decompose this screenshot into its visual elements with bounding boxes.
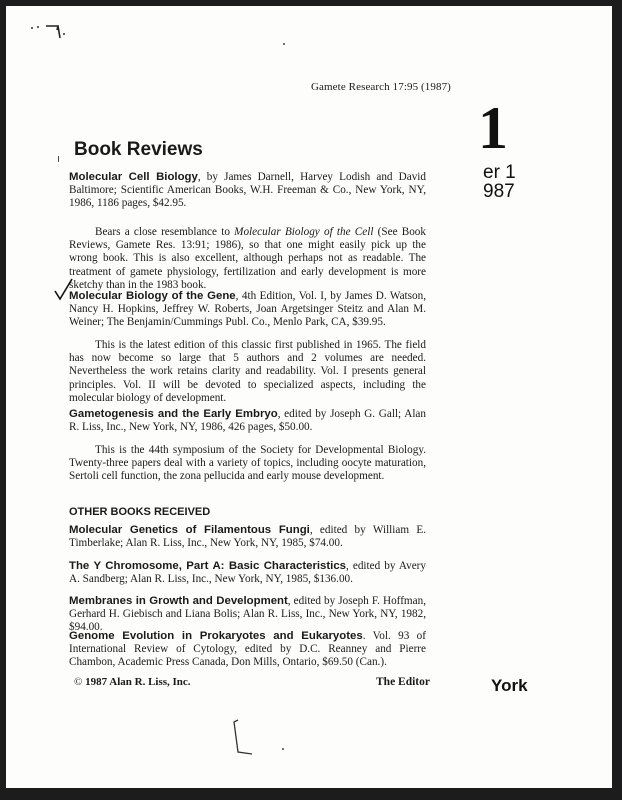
book-entry [69, 171, 426, 211]
editor-signature: The Editor [376, 676, 430, 688]
copyright-symbol: © [74, 676, 83, 688]
document-page [6, 6, 612, 788]
running-head: Gamete Research 17:95 (1987) [311, 81, 451, 93]
book-details: , by James Darnell, Harvey Lodish and David Baltimore; Scientific American Books, W.H. Freeman & Co., New York, NY, 1986, 1186 pages, $42.95. [69, 171, 426, 210]
book-title: Genome Evolution in Prokaryotes and Eukaryotes [69, 630, 363, 642]
scan-speck [283, 43, 285, 45]
book-title: Membranes in Growth and Development [69, 595, 288, 607]
section-heading: OTHER BOOKS RECEIVED [69, 506, 211, 518]
book-title: Molecular Genetics of Filamentous Fungi [69, 524, 310, 536]
page-title: Book Reviews [74, 139, 203, 160]
copyright-text: 1987 Alan R. Liss, Inc. [85, 676, 191, 688]
cited-book-title: Molecular Biology of the Cell [234, 226, 374, 238]
book-details: . Vol. 93 of International Review of Cytology, edited by D.C. Reanney and Pierre Chambon, Academic Press Canada, Don Mills, Ontario, $69.50 (Can.). [69, 630, 426, 669]
book-entry [69, 408, 426, 434]
review-text: This is the 44th symposium of the Society for Developmental Biology. Twenty-three papers deal with a variety of topics, including oocyte maturation, Sertoli cell function, the zona pellucida and early mouse development. [69, 444, 426, 483]
scan-speck [282, 748, 284, 750]
copyright-notice [74, 676, 191, 688]
book-details: , edited by William E. Timberlake; Alan R. Liss, Inc., New York, NY, 1985, $74.00. [69, 524, 426, 550]
book-entry [69, 560, 426, 586]
book-details: , edited by Joseph F. Hoffman, Gerhard H. Giebisch and Liana Bolis; Alan R. Liss, Inc., New York, NY, 1982, $94.00. [69, 595, 426, 634]
bleed-through-text: 987 [483, 181, 515, 202]
book-title: The Y Chromosome, Part A: Basic Characteristics [69, 560, 347, 572]
book-entry [69, 630, 426, 670]
review-text-part: Bears a close resemblance to [95, 226, 235, 238]
book-details: , 4th Edition, Vol. I, by James D. Watson, Nancy H. Hopkins, Jeffrey W. Roberts, Joan Argetsinger Steitz and Alan M. Weiner; The Benjamin/Cummings Publ. Co., Menlo Park, CA, $39.95. [69, 290, 427, 329]
pencil-bracket-mark-icon [228, 718, 258, 762]
book-details: , edited by Joseph G. Gall; Alan R. Liss, Inc., New York, NY, 1986, 426 pages, $50.00. [69, 408, 426, 434]
book-entry [69, 595, 426, 635]
corner-scribble-icon [28, 18, 72, 44]
bleed-through-text: er 1 [483, 162, 516, 183]
review-text [69, 226, 426, 292]
review-text: This is the latest edition of this classic first published in 1965. The field has now become so large that 5 authors and 2 volumes are needed. Nevertheless the work retains clarity and readability. Vol. I presents general principles. Vol. II will be devoted to specialized aspects, including the molecular biology of development. [69, 339, 426, 404]
book-title: Molecular Biology of the Gene [69, 290, 236, 302]
scan-speck [58, 156, 59, 162]
book-title: Gametogenesis and the Early Embryo [69, 408, 278, 420]
book-title: Molecular Cell Biology [69, 171, 198, 183]
book-entry [69, 524, 426, 550]
book-details: , edited by Avery A. Sandberg; Alan R. Liss, Inc., New York, NY, 1985, $136.00. [69, 560, 427, 586]
book-entry [69, 290, 426, 330]
bleed-through-numeral: 1 [478, 95, 508, 161]
bleed-through-text: York [491, 676, 528, 695]
review-text-part: (See Book Reviews, Gamete Res. 13:91; 1986), so that one might easily pick up the wrong book. This is also excellent, although perhaps not as readable. The treatment of gamete physiology, fertilization and early development is more sketchy than in the 1983 book. [69, 226, 426, 291]
